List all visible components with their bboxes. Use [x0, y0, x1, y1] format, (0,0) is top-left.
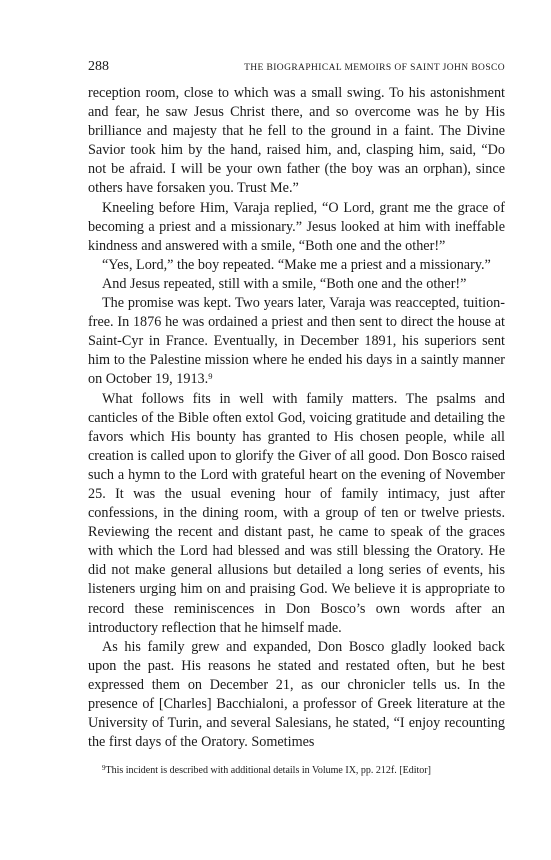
paragraph-3: “Yes, Lord,” the boy repeated. “Make me a priest and a missionary.”	[102, 256, 491, 273]
footnote-mark: 9	[102, 764, 106, 773]
footnote-reference[interactable]: 9	[208, 371, 213, 382]
paragraph-5: The promise was kept. Two years later, Varaja was reaccepted, tuition-free. In 1876 he was ordained a priest and then sent to direct the house at Saint-Cyr in France. Eventually, in December 1891, his superiors sent him to the Palestine mission where he ended his days in a saintly manner on October 19, 1913.$^9$	[88, 295, 505, 388]
footnote	[88, 762, 505, 777]
page-number: 288	[88, 59, 109, 74]
running-header	[88, 60, 505, 75]
paragraph-2: Kneeling before Him, Varaja replied, “O Lord, grant me the grace of becoming a priest and a missionary.” Jesus looked at him with ineffable kindness and answered with a smile, “Both one and the other!”	[88, 199, 505, 254]
footnote-text: This incident is described with additional details in Volume IX, pp. 212f. [Editor]	[105, 765, 431, 777]
paragraph-1: reception room, close to which was a small swing. To his astonishment and fear, he saw Jesus Christ there, and so overcome was he by His brilliance and majesty that he fell to the ground in a faint. The Divine Savior took him by the hand, raised him, and, clasping him, said, “Do not be afraid. I will be your own father (the boy was an orphan), since others have forsaken you. Trust Me.”	[88, 85, 505, 197]
body-text	[88, 84, 505, 752]
paragraph-7: As his family grew and expanded, Don Bosco gladly looked back upon the past. His reasons he stated and restated often, but he best expressed them on December 21, as our chronicler tells us. In the presence of [Charles] Bacchialoni, a professor of Greek literature at the University of Turin, and several Salesians, he stated, “I enjoy recounting the first days of the Oratory. Sometimes	[88, 638, 505, 751]
paragraph-4: And Jesus repeated, still with a smile, “Both one and the other!”	[102, 275, 467, 292]
paragraph-6: What follows fits in well with family matters. The psalms and canticles of the Bible often extol God, voicing gratitude and detailing the favors which His bounty has granted to His chosen people, while all creation is called upon to glorify the Giver of all good. Don Bosco raised such a hymn to the Lord with grateful heart on the evening of November 25. It was the usual evening hour of family intimacy, just after confessions, in the dining room, with a group of ten or twelve priests. Reviewing the recent and distant past, he came to speak of the graces with which the Lord had blessed and was still blessing the Oratory. He did not make general allusions but detailed a long series of events, his listeners urging him on and praising God. We believe it is appropriate to record these reminiscences in Don Bosco’s own words after an introductory reflection that he himself made.	[88, 390, 505, 636]
running-title: THE BIOGRAPHICAL MEMOIRS OF SAINT JOHN BOSCO	[244, 63, 505, 73]
